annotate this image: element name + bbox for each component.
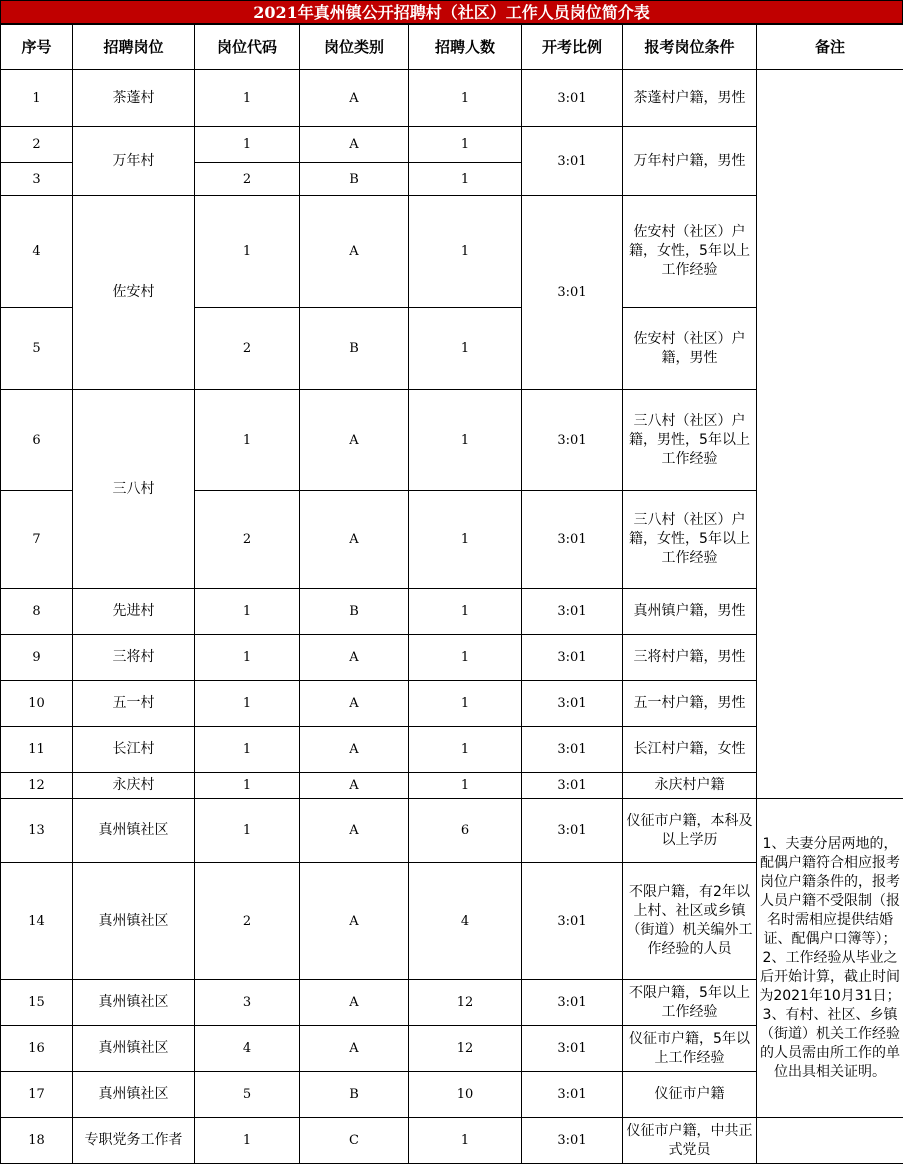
cell-code: 1 <box>195 681 300 727</box>
cell-type: A <box>300 727 409 773</box>
cell-ratio: 3:01 <box>522 196 623 390</box>
cell-conditions: 三将村户籍，男性 <box>623 635 757 681</box>
cell-type: A <box>300 681 409 727</box>
cell-conditions: 三八村（社区）户籍，男性，5年以上工作经验 <box>623 390 757 491</box>
cell-count: 1 <box>409 589 522 635</box>
header-no: 序号 <box>1 25 73 70</box>
cell-no: 10 <box>1 681 73 727</box>
cell-post: 三八村 <box>73 390 195 589</box>
table-row <box>1 799 903 863</box>
cell-no: 13 <box>1 799 73 863</box>
cell-notes-villages <box>757 70 903 799</box>
cell-ratio: 3:01 <box>522 1072 623 1118</box>
cell-post: 专职党务工作者 <box>73 1118 195 1164</box>
cell-post: 真州镇社区 <box>73 1026 195 1072</box>
table-row <box>1 70 903 127</box>
cell-type: A <box>300 491 409 589</box>
cell-post: 永庆村 <box>73 773 195 799</box>
table-title: 2021年真州镇公开招聘村（社区）工作人员岗位简介表 <box>0 0 903 24</box>
cell-post: 万年村 <box>73 127 195 196</box>
cell-count: 1 <box>409 773 522 799</box>
cell-ratio: 3:01 <box>522 589 623 635</box>
cell-no: 3 <box>1 163 73 196</box>
cell-code: 2 <box>195 491 300 589</box>
cell-no: 7 <box>1 491 73 589</box>
cell-count: 1 <box>409 635 522 681</box>
cell-no: 14 <box>1 863 73 980</box>
cell-conditions: 长江村户籍，女性 <box>623 727 757 773</box>
cell-type: A <box>300 70 409 127</box>
cell-no: 9 <box>1 635 73 681</box>
cell-ratio: 3:01 <box>522 127 623 196</box>
header-conditions: 报考岗位条件 <box>623 25 757 70</box>
cell-ratio: 3:01 <box>522 491 623 589</box>
cell-code: 1 <box>195 1118 300 1164</box>
cell-no: 15 <box>1 980 73 1026</box>
cell-type: A <box>300 980 409 1026</box>
cell-code: 1 <box>195 127 300 163</box>
cell-code: 2 <box>195 863 300 980</box>
cell-conditions: 不限户籍，有2年以上村、社区或乡镇（街道）机关编外工作经验的人员 <box>623 863 757 980</box>
cell-count: 1 <box>409 70 522 127</box>
cell-conditions: 真州镇户籍，男性 <box>623 589 757 635</box>
cell-type: B <box>300 1072 409 1118</box>
cell-post: 真州镇社区 <box>73 863 195 980</box>
cell-type: A <box>300 127 409 163</box>
recruitment-table <box>0 24 903 1164</box>
cell-count: 1 <box>409 163 522 196</box>
cell-ratio: 3:01 <box>522 1026 623 1072</box>
cell-type: A <box>300 390 409 491</box>
cell-code: 1 <box>195 635 300 681</box>
cell-conditions: 仪征市户籍 <box>623 1072 757 1118</box>
cell-no: 16 <box>1 1026 73 1072</box>
cell-code: 1 <box>195 196 300 308</box>
cell-type: A <box>300 196 409 308</box>
cell-type: B <box>300 589 409 635</box>
cell-count: 1 <box>409 390 522 491</box>
cell-no: 1 <box>1 70 73 127</box>
header-type: 岗位类别 <box>300 25 409 70</box>
cell-no: 6 <box>1 390 73 491</box>
cell-code: 2 <box>195 308 300 390</box>
cell-ratio: 3:01 <box>522 773 623 799</box>
cell-count: 1 <box>409 127 522 163</box>
header-notes: 备注 <box>757 25 903 70</box>
cell-conditions: 三八村（社区）户籍，女性，5年以上工作经验 <box>623 491 757 589</box>
cell-conditions: 仪征市户籍，中共正式党员 <box>623 1118 757 1164</box>
table-row <box>1 1118 903 1164</box>
cell-type: A <box>300 863 409 980</box>
cell-count: 1 <box>409 681 522 727</box>
cell-ratio: 3:01 <box>522 390 623 491</box>
cell-count: 1 <box>409 308 522 390</box>
cell-count: 1 <box>409 1118 522 1164</box>
cell-conditions: 佐安村（社区）户籍，女性，5年以上工作经验 <box>623 196 757 308</box>
cell-count: 10 <box>409 1072 522 1118</box>
cell-no: 11 <box>1 727 73 773</box>
cell-ratio: 3:01 <box>522 681 623 727</box>
cell-count: 12 <box>409 980 522 1026</box>
cell-notes-party <box>757 1118 903 1164</box>
cell-type: A <box>300 1026 409 1072</box>
cell-no: 5 <box>1 308 73 390</box>
cell-post: 佐安村 <box>73 196 195 390</box>
cell-code: 3 <box>195 980 300 1026</box>
cell-no: 2 <box>1 127 73 163</box>
cell-conditions: 仪征市户籍，本科及以上学历 <box>623 799 757 863</box>
cell-code: 2 <box>195 163 300 196</box>
cell-conditions: 佐安村（社区）户籍，男性 <box>623 308 757 390</box>
cell-post: 三将村 <box>73 635 195 681</box>
cell-type: A <box>300 773 409 799</box>
cell-count: 12 <box>409 1026 522 1072</box>
cell-count: 1 <box>409 727 522 773</box>
cell-code: 1 <box>195 390 300 491</box>
cell-count: 1 <box>409 491 522 589</box>
header-row <box>1 25 903 70</box>
cell-code: 1 <box>195 727 300 773</box>
cell-count: 1 <box>409 196 522 308</box>
cell-code: 4 <box>195 1026 300 1072</box>
cell-type: B <box>300 308 409 390</box>
cell-code: 5 <box>195 1072 300 1118</box>
cell-post: 五一村 <box>73 681 195 727</box>
cell-conditions: 永庆村户籍 <box>623 773 757 799</box>
cell-code: 1 <box>195 773 300 799</box>
cell-code: 1 <box>195 799 300 863</box>
header-code: 岗位代码 <box>195 25 300 70</box>
cell-post: 长江村 <box>73 727 195 773</box>
cell-post: 真州镇社区 <box>73 1072 195 1118</box>
cell-no: 12 <box>1 773 73 799</box>
cell-conditions: 五一村户籍，男性 <box>623 681 757 727</box>
cell-post: 先进村 <box>73 589 195 635</box>
cell-no: 18 <box>1 1118 73 1164</box>
cell-no: 8 <box>1 589 73 635</box>
cell-ratio: 3:01 <box>522 727 623 773</box>
cell-count: 6 <box>409 799 522 863</box>
cell-post: 真州镇社区 <box>73 980 195 1026</box>
cell-notes-community: 1、夫妻分居两地的，配偶户籍符合相应报考岗位户籍条件的，报考人员户籍不受限制（报名时需相应提供结婚证、配偶户口簿等）；2、工作经验从毕业之后开始计算，截止时间为2021年10月31日；3、有村、社区、乡镇（街道）机关工作经验的人员需由所工作的单位出具相关证明。 <box>757 799 903 1118</box>
cell-ratio: 3:01 <box>522 799 623 863</box>
cell-conditions: 不限户籍，5年以上工作经验 <box>623 980 757 1026</box>
cell-conditions: 茶蓬村户籍，男性 <box>623 70 757 127</box>
cell-no: 4 <box>1 196 73 308</box>
header-post: 招聘岗位 <box>73 25 195 70</box>
cell-post: 真州镇社区 <box>73 799 195 863</box>
cell-type: A <box>300 799 409 863</box>
cell-type: C <box>300 1118 409 1164</box>
cell-code: 1 <box>195 70 300 127</box>
cell-ratio: 3:01 <box>522 70 623 127</box>
cell-ratio: 3:01 <box>522 863 623 980</box>
cell-no: 17 <box>1 1072 73 1118</box>
cell-conditions: 仪征市户籍，5年以上工作经验 <box>623 1026 757 1072</box>
header-count: 招聘人数 <box>409 25 522 70</box>
cell-code: 1 <box>195 589 300 635</box>
cell-post: 茶蓬村 <box>73 70 195 127</box>
header-ratio: 开考比例 <box>522 25 623 70</box>
cell-type: A <box>300 635 409 681</box>
cell-conditions: 万年村户籍，男性 <box>623 127 757 196</box>
cell-ratio: 3:01 <box>522 1118 623 1164</box>
cell-type: B <box>300 163 409 196</box>
cell-count: 4 <box>409 863 522 980</box>
cell-ratio: 3:01 <box>522 980 623 1026</box>
cell-ratio: 3:01 <box>522 635 623 681</box>
